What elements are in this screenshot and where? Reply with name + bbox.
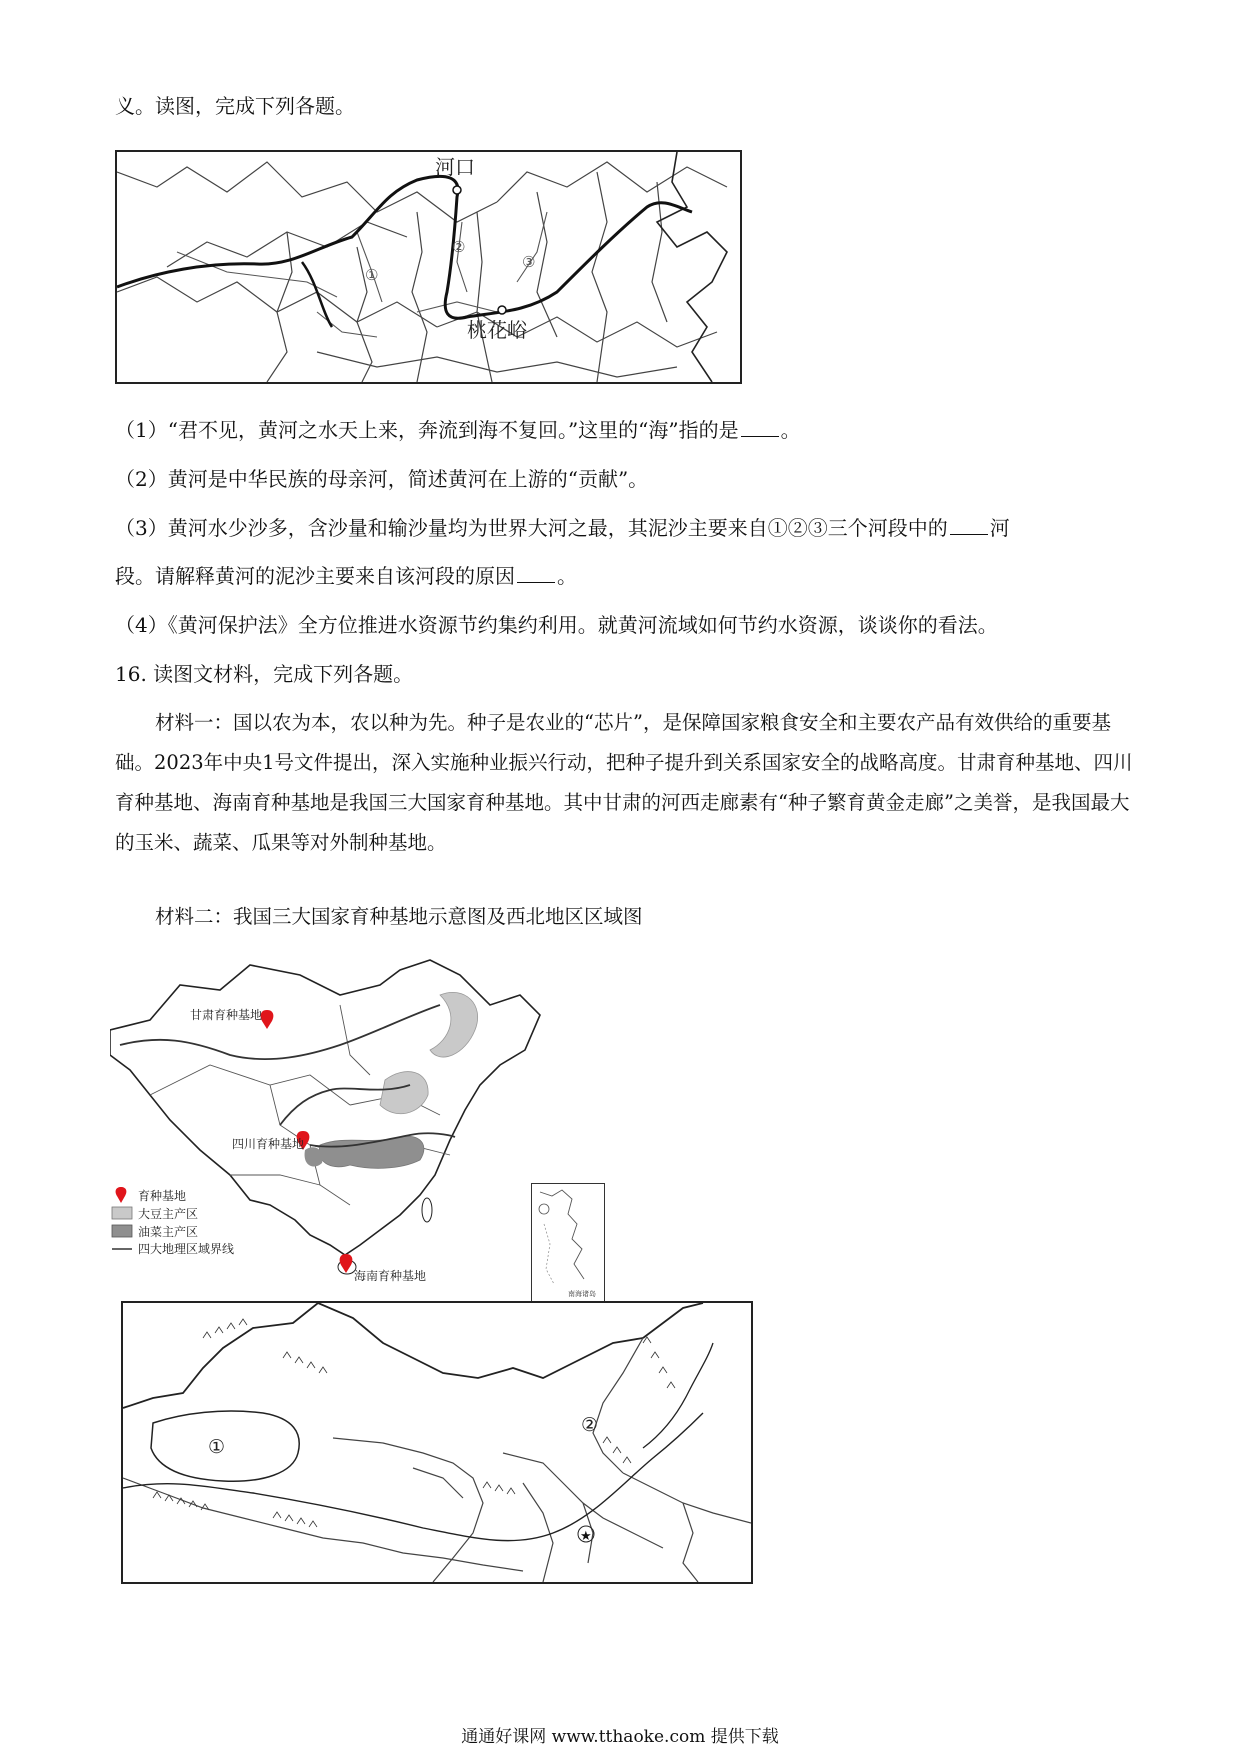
legend-base-label: 育种基地 <box>138 1189 187 1203</box>
inset-coast <box>540 1190 584 1279</box>
border-north <box>318 1303 643 1378</box>
legend-soy-swatch <box>112 1207 132 1219</box>
taiwan-island <box>422 1198 432 1222</box>
material-1 <box>115 703 1135 863</box>
yellow-river-map-svg <box>117 152 740 382</box>
province-boundaries <box>117 162 727 382</box>
question-16-title: 16. 读图文材料，完成下列各题。 <box>115 662 414 686</box>
inset-svg <box>532 1184 604 1301</box>
hekou-point <box>453 186 461 194</box>
marker-2: ② <box>452 238 466 256</box>
material-2-text: 材料二：我国三大国家育种基地示意图及西北地区区域图 <box>155 905 643 928</box>
rape-area-yangtze <box>319 1136 424 1168</box>
legend <box>112 1187 234 1256</box>
taohuayu-point <box>498 306 506 314</box>
route-line <box>123 1413 703 1541</box>
route-line-north <box>643 1343 713 1448</box>
marker-1: ① <box>365 266 379 284</box>
question-2: （2）黄河是中华民族的母亲河，简述黄河在上游的“贡献”。 <box>115 467 649 491</box>
question-4: （4）《黄河保护法》全方位推进水资源节约集约利用。就黄河流域如何节约水资源，谈谈你的看法。 <box>115 613 998 637</box>
basin-outline <box>151 1411 299 1481</box>
legend-boundary-label: 四大地理区域界线 <box>138 1242 235 1256</box>
map3-marker-2: ② <box>581 1414 599 1436</box>
legend-rape-label: 油菜主产区 <box>138 1225 199 1239</box>
legend-rape-swatch <box>112 1225 132 1237</box>
question-3-line2: 段。请解释黄河的泥沙主要来自该河段的原因 。 <box>115 564 577 588</box>
border-northeast <box>643 1303 703 1338</box>
yellow-river-branch <box>302 262 332 327</box>
south-china-sea-inset <box>531 1183 605 1302</box>
material-1-text: 材料一：国以农为本，农以种为先。种子是农业的“芯片”，是保障国家粮食安全和主要农产品有效供给的重要基础。2023年中央1号文件提出，深入实施种业振兴行动，把种子提升到关系国家安全的战略高度。甘肃育种基地、四川育种基地、海南育种基地是我国三大国家育种基地。其中甘肃的河西走廊素有“种子繁育黄金走廊”之美誉，是我国最大的玉米、蔬菜、瓜果等对外制种基地。 <box>115 711 1133 854</box>
legend-base-icon <box>116 1187 127 1203</box>
northwest-map <box>121 1301 753 1584</box>
intro-line: 义。读图，完成下列各题。 <box>115 94 355 118</box>
internal-boundaries <box>123 1338 751 1582</box>
coastline <box>657 152 727 382</box>
label-hainan: 海南育种基地 <box>354 1269 427 1283</box>
question-3-line1: （3）黄河水少沙多，含沙量和输沙量均为世界大河之最，其泥沙主要来自①②③三个河段中的 河 <box>115 516 1010 540</box>
border-west <box>123 1303 318 1408</box>
page-footer: 通通好课网 www.tthaoke.com 提供下载 <box>461 1727 779 1747</box>
label-taohuayu: 桃花峪 <box>467 318 527 342</box>
marker-3: ③ <box>522 253 536 271</box>
yellow-river-map <box>115 150 742 384</box>
label-sichuan: 四川育种基地 <box>232 1137 305 1151</box>
label-hekou: 河口 <box>435 155 475 179</box>
inset-island <box>539 1204 549 1214</box>
star-icon: ★ <box>580 1529 592 1544</box>
inset-label: 南海诸岛 <box>568 1290 596 1298</box>
label-gansu: 甘肃育种基地 <box>190 1008 263 1022</box>
legend-soy-label: 大豆主产区 <box>138 1207 199 1221</box>
map3-marker-1: ① <box>208 1436 226 1458</box>
northwest-map-svg <box>123 1303 751 1582</box>
inset-dashes <box>544 1224 554 1284</box>
question-1: （1）“君不见，黄河之水天上来，奔流到海不复回。”这里的“海”指的是 。 <box>115 418 801 442</box>
material-2 <box>115 897 1135 937</box>
